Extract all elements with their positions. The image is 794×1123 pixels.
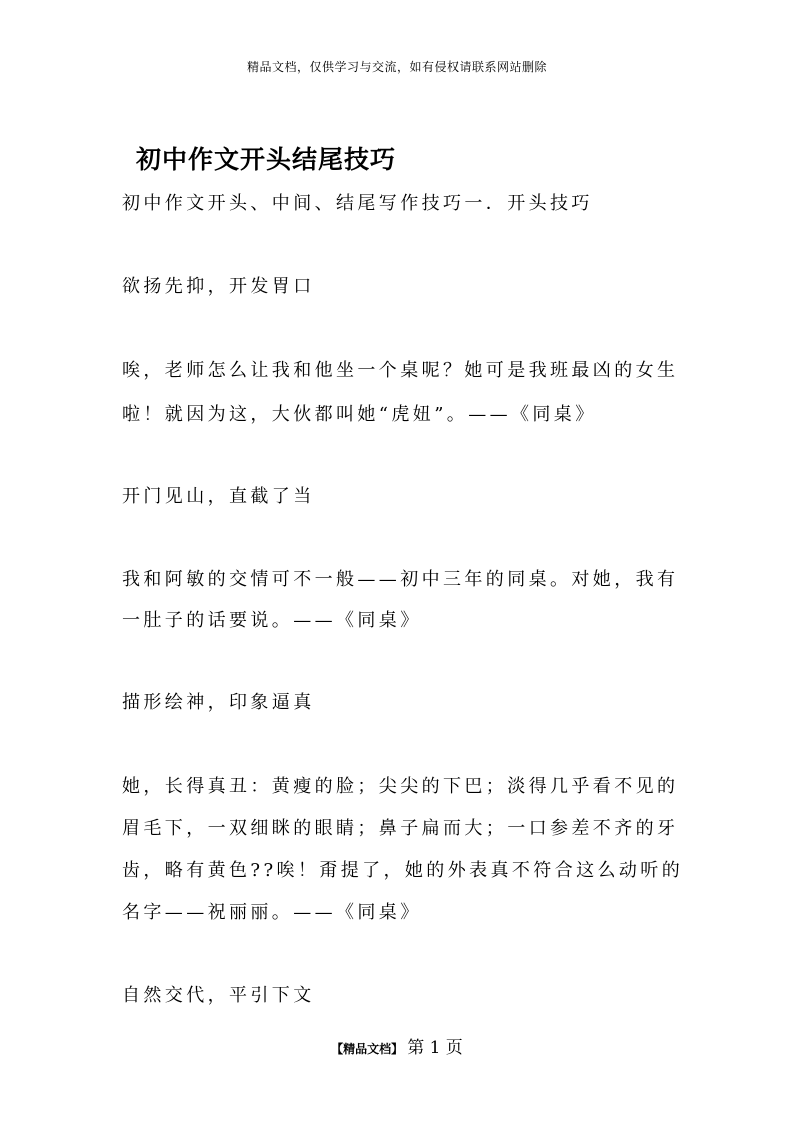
page-number: 第 1 页 [407,1038,463,1058]
body-line-paragraph-3b: 眉毛下，一双细眯的眼睛；鼻子扁而大；一口参差不齐的牙 [122,818,679,839]
body-line-paragraph-1b: 啦！就因为这，大伙都叫她“虎妞”。——《同桌》 [122,404,597,425]
body-line-paragraph-2b: 一肚子的话要说。——《同桌》 [122,610,422,631]
body-line-paragraph-3c: 齿，略有黄色??唉！甭提了，她的外表真不符合这么动听的 [122,860,684,881]
page-header: 精品文档，仅供学习与交流，如有侵权请联系网站删除 [246,60,547,74]
page-footer [0,1033,794,1058]
body-line-paragraph-2a: 我和阿敏的交情可不一般——初中三年的同桌。对她，我有 [122,569,679,590]
body-line-heading-4: 自然交代，平引下文 [122,985,315,1006]
body-line-paragraph-1a: 唉，老师怎么让我和他坐一个桌呢？她可是我班最凶的女生 [122,360,679,381]
body-line-intro: 初中作文开头、中间、结尾写作技巧一．开头技巧 [122,193,593,214]
body-line-paragraph-3a: 她，长得真丑：黄瘦的脸；尖尖的下巴；淡得几乎看不见的 [122,776,679,797]
body-line-paragraph-3d: 名字——祝丽丽。——《同桌》 [122,902,422,923]
body-line-heading-2: 开门见山，直截了当 [122,486,315,507]
document-title: 初中作文开头结尾技巧 [136,145,397,174]
footer-tag: 【精品文档】 [331,1042,404,1056]
body-line-heading-1: 欲扬先抑，开发胃口 [122,276,315,297]
body-line-heading-3: 描形绘神，印象逼真 [122,692,315,713]
